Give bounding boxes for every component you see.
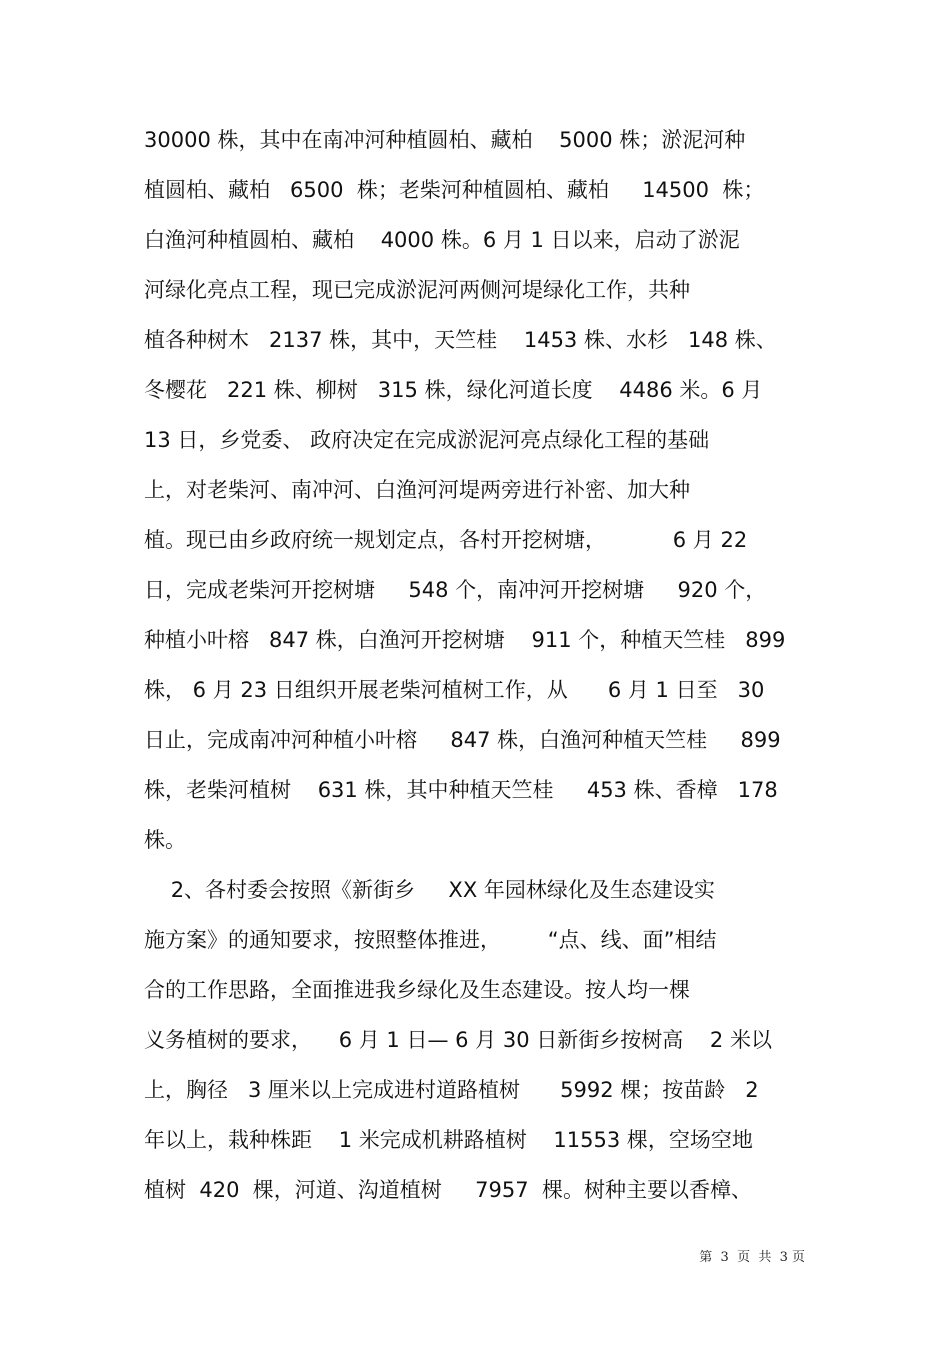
text-line: 植圆柏、藏柏 6500 株；老柴河种植圆柏、藏柏 14500 株； bbox=[144, 178, 765, 202]
text-line: 年以上，栽种株距 1 米完成机耕路植树 11553 棵，空场空地 bbox=[144, 1128, 753, 1152]
text-line: 植各种树木 2137 株，其中，天竺桂 1453 株、水杉 148 株、 bbox=[144, 328, 777, 352]
text-line: 义务植树的要求， 6 月 1 日— 6 月 30 日新街乡按树高 2 米以 bbox=[144, 1028, 772, 1052]
text-line: 植。现已由乡政府统一规划定点，各村开挖树塘， 6 月 22 bbox=[144, 528, 748, 552]
text-line: 植树 420 棵，河道、沟道植树 7957 棵。树种主要以香樟、 bbox=[144, 1178, 752, 1202]
text-line: 株，老柴河植树 631 株，其中种植天竺桂 453 株、香樟 178 bbox=[144, 778, 778, 802]
text-line: 河绿化亮点工程，现已完成淤泥河两侧河堤绿化工作，共种 bbox=[144, 278, 690, 302]
text-line: 种植小叶榕 847 株，白渔河开挖树塘 911 个，种植天竺桂 899 bbox=[144, 628, 786, 652]
body-text bbox=[144, 115, 824, 1215]
text-line: 施方案》的通知要求，按照整体推进， “点、线、面”相结 bbox=[144, 928, 717, 952]
text-line: 2、各村委会按照《新街乡 XX 年园林绿化及生态建设实 bbox=[144, 878, 715, 902]
text-line: 白渔河种植圆柏、藏柏 4000 株。6 月 1 日以来，启动了淤泥 bbox=[144, 228, 740, 252]
page-number: 第 3 页 共 3 页 bbox=[699, 1250, 805, 1265]
text-line: 13 日，乡党委、 政府决定在完成淤泥河亮点绿化工程的基础 bbox=[144, 428, 710, 452]
text-line: 合的工作思路，全面推进我乡绿化及生态建设。按人均一棵 bbox=[144, 978, 690, 1002]
text-line: 日，完成老柴河开挖树塘 548 个，南冲河开挖树塘 920 个， bbox=[144, 578, 767, 602]
text-line: 日止，完成南冲河种植小叶榕 847 株，白渔河种植天竺桂 899 bbox=[144, 728, 781, 752]
text-line: 株， 6 月 23 日组织开展老柴河植树工作，从 6 月 1 日至 30 bbox=[144, 678, 765, 702]
text-line: 上，胸径 3 厘米以上完成进村道路植树 5992 棵；按苗龄 2 bbox=[144, 1078, 759, 1102]
text-line: 株。 bbox=[144, 828, 186, 852]
text-line: 冬樱花 221 株、柳树 315 株，绿化河道长度 4486 米。6 月 bbox=[144, 378, 763, 402]
text-line: 上，对老柴河、南冲河、白渔河河堤两旁进行补密、加大种 bbox=[144, 478, 690, 502]
text-line: 30000 株，其中在南冲河种植圆柏、藏柏 5000 株；淤泥河种 bbox=[144, 128, 746, 152]
